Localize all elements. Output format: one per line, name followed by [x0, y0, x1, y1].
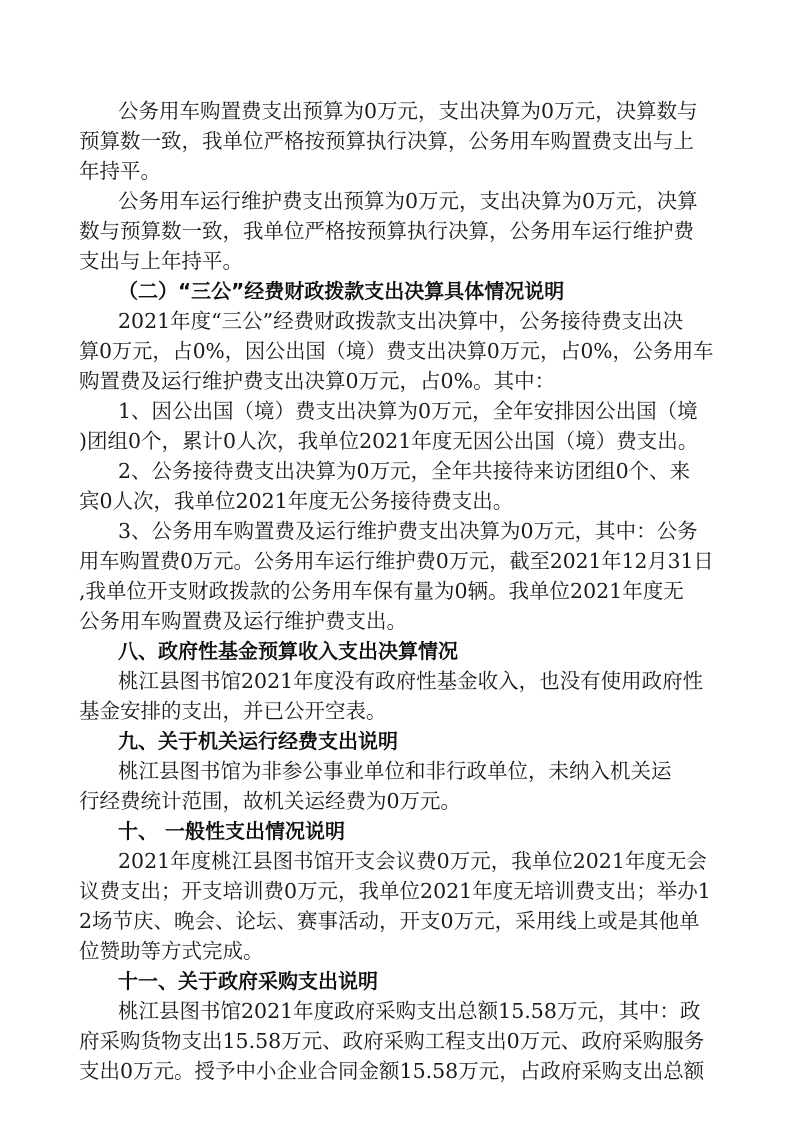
body-text-line: 公务用车购置费支出预算为0万元，支出决算为0万元，决算数与: [118, 99, 698, 123]
body-text-line: 议费支出；开支培训费0万元，我单位2021年度无培训费支出；举办1: [79, 879, 711, 903]
section-heading-10: 十、 一般性支出情况说明: [118, 819, 345, 843]
body-text-line: 年持平。: [79, 159, 161, 183]
section-heading-8: 八、政府性基金预算收入支出决算情况: [118, 639, 458, 663]
section-heading-11: 十一、关于政府采购支出说明: [118, 969, 378, 993]
body-text-line: 2、公务接待费支出决算为0万元，全年共接待来访团组0个、来: [118, 459, 691, 483]
body-text-line: 位赞助等方式完成。: [79, 939, 264, 963]
body-text-line: 3、公务用车购置费及运行维护费支出决算为0万元，其中：公务: [118, 519, 698, 543]
body-text-line: 1、因公出国（境）费支出决算为0万元，全年安排因公出国（境: [118, 399, 698, 423]
body-text-line: 宾0人次，我单位2021年度无公务接待费支出。: [79, 489, 514, 513]
body-text-line: 购置费及运行维护费支出决算0万元，占0%。其中：: [79, 369, 556, 393]
body-text-line: 桃江县图书馆为非参公事业单位和非行政单位，未纳入机关运: [118, 759, 672, 783]
body-text-line: 府采购货物支出15.58万元、政府采购工程支出0万元、政府采购服务: [79, 1029, 705, 1053]
body-text-line: 行经费统计范围，故机关运经费为0万元。: [79, 789, 462, 813]
section-heading-sangong: （二）“三公”经费财政拨款支出决算具体情况说明: [118, 279, 565, 303]
body-text-line: 桃江县图书馆2021年度政府采购支出总额15.58万元，其中：政: [118, 999, 701, 1023]
body-text-line: 2021年度“三公”经费财政拨款支出决算中，公务接待费支出决: [118, 309, 684, 333]
body-text-line: 支出与上年持平。: [79, 249, 243, 273]
body-text-line: 公务用车运行维护费支出预算为0万元，支出决算为0万元，决算: [118, 189, 698, 213]
body-text-line: 数与预算数一致，我单位严格按预算执行决算，公务用车运行维护费: [79, 219, 694, 243]
body-text-line: 2021年度桃江县图书馆开支会议费0万元，我单位2021年度无会: [118, 849, 707, 873]
body-text-line: 算0万元，占0%，因公出国（境）费支出决算0万元，占0%，公务用车: [79, 339, 714, 363]
body-text-line: 公务用车购置费及运行维护费支出。: [79, 609, 407, 633]
body-text-line: ,我单位开支财政拨款的公务用车保有量为0辆。我单位2021年度无: [79, 579, 684, 603]
body-text-line: 预算数一致，我单位严格按预算执行决算，公务用车购置费支出与上: [79, 129, 694, 153]
body-text-line: 桃江县图书馆2021年度没有政府性基金收入，也没有使用政府性: [118, 669, 704, 693]
body-text-line: 用车购置费0万元。公务用车运行维护费0万元，截至2021年12月31日: [79, 549, 714, 573]
body-text-line: )团组0个，累计0人次，我单位2021年度无因公出国（境）费支出。: [79, 429, 699, 453]
section-heading-9: 九、关于机关运行经费支出说明: [118, 729, 398, 753]
body-text-line: 支出0万元。授予中小企业合同金额15.58万元，占政府采购支出总额: [79, 1059, 705, 1083]
body-text-line: 基金安排的支出，并已公开空表。: [79, 699, 387, 723]
body-text-line: 2场节庆、晚会、论坛、赛事活动，开支0万元，采用线上或是其他单: [79, 909, 700, 933]
